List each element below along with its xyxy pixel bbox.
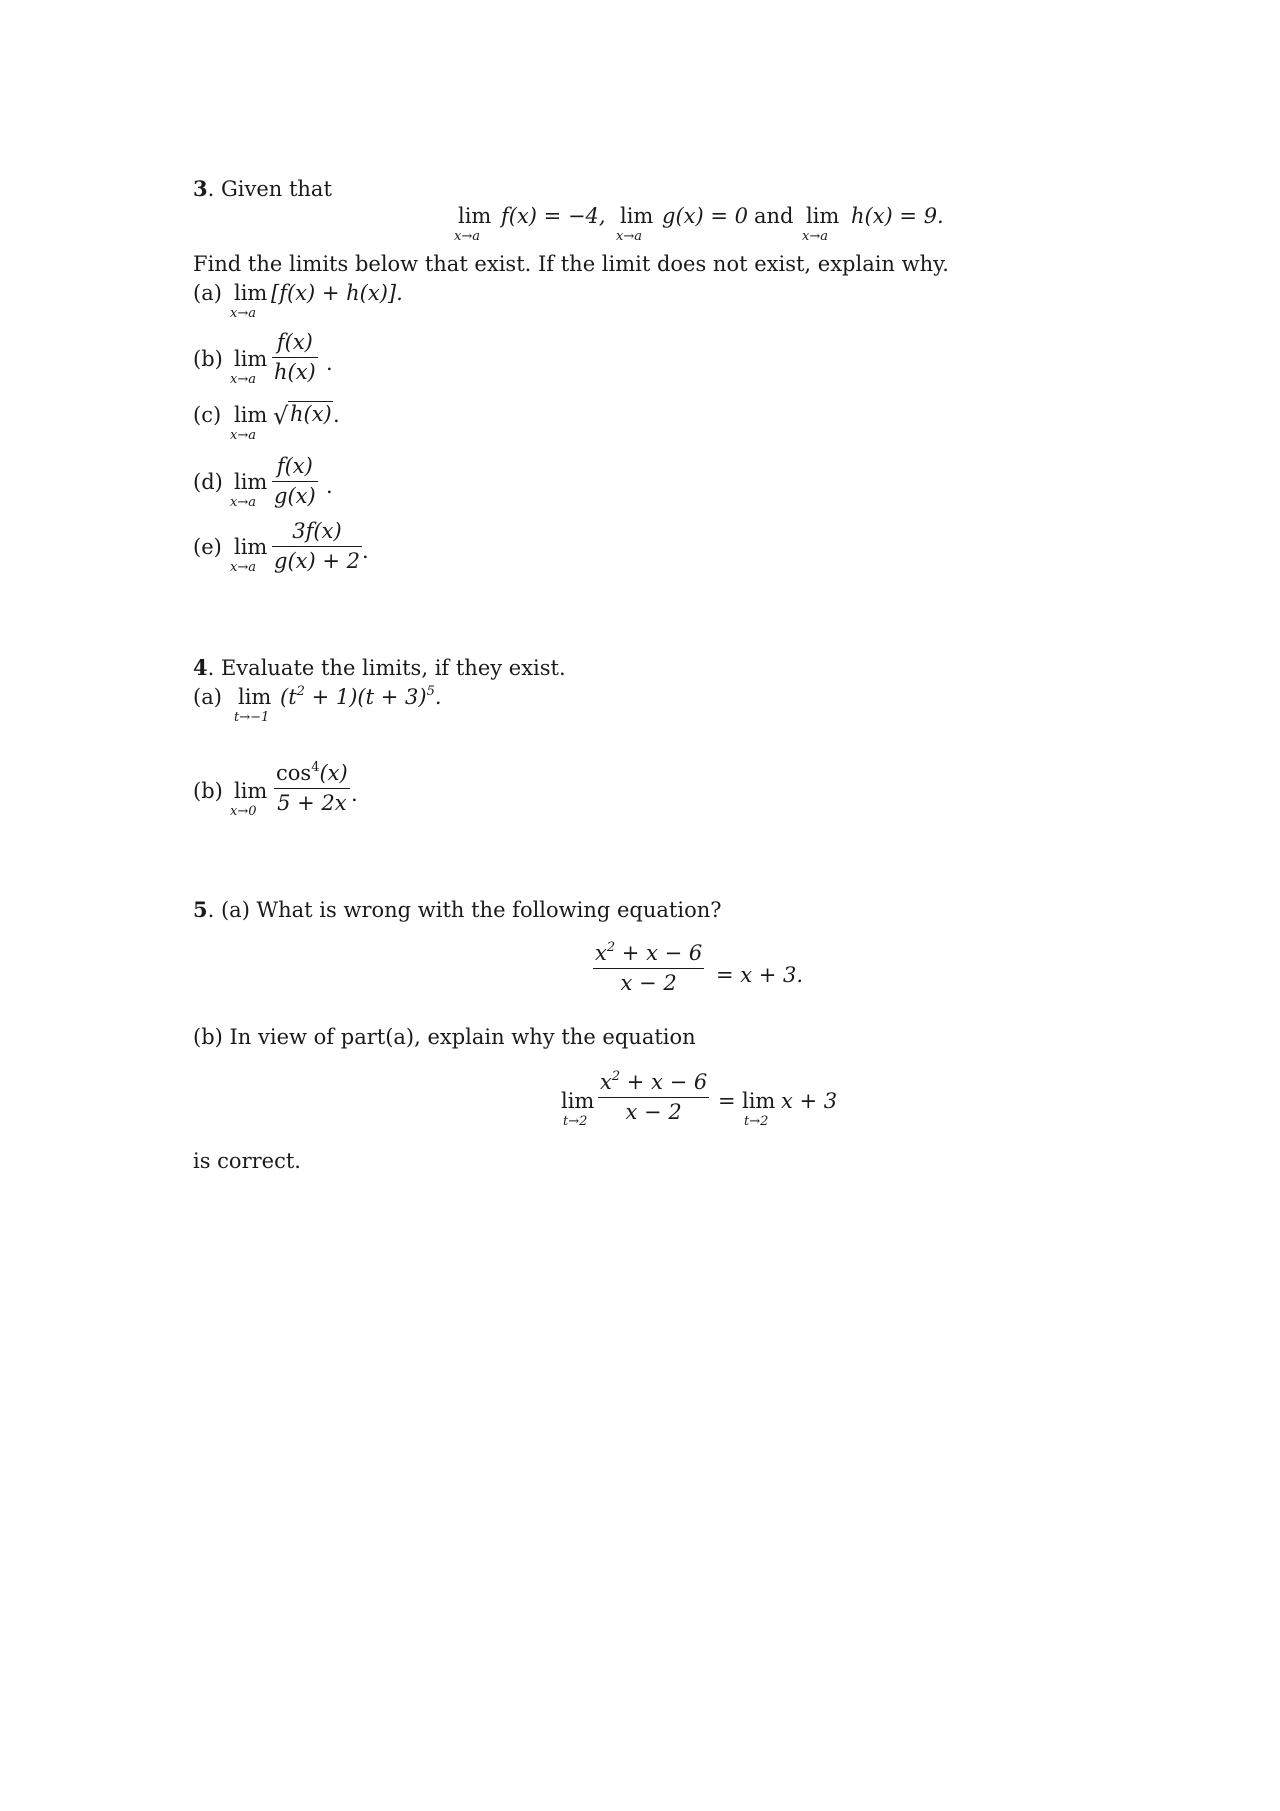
given-h-expr: h(x) = 9. [851,204,944,228]
q3c-lim: lim x→a [230,403,268,443]
given-g-expr: g(x) = 0 [662,204,748,228]
q3-instruction: Find the limits below that exist. If the limit does not exist, explain why. [193,252,949,276]
q3b-lim: lim x→a [230,347,268,387]
q3d-lim: lim x→a [230,470,268,510]
q3d-tail: . [326,474,333,498]
given-lim-g: lim x→a [616,204,654,244]
given-and: and [754,204,794,228]
q5-part-b: (b) In view of part(a), explain why the equation [193,1025,696,1049]
q4a-expr: $(t^2 + 1)(t + 3)^5$. [280,684,442,709]
given-f-expr: f(x) = −4, [501,204,606,228]
q3b-label: (b) [193,347,223,371]
q5-number: 5 [193,897,208,922]
q3e-lim: lim x→a [230,535,268,575]
q3e-tail: . [362,539,369,563]
q5-eq1-fraction: $x^2 + x - 6$ x − 2 [595,940,703,995]
q4b-label: (b) [193,779,223,803]
q3d-label: (d) [193,470,223,494]
q5-eq2-lim-right: lim t→2 [742,1089,776,1129]
q3c-radicand: h(x) [290,402,332,426]
q5-eq2-rhs: x + 3 [781,1089,838,1113]
q5-eq2-lim-left: lim t→2 [561,1089,595,1129]
q3-intro: . Given that [207,177,332,201]
q4-number: 4 [193,655,208,680]
given-lim-h: lim x→a [802,204,840,244]
q3c-tail: . [333,403,340,427]
q3e-label: (e) [193,535,222,559]
q4a-label: (a) [193,685,222,709]
q3-number: 3 [193,176,208,201]
q5-heading [193,899,722,921]
q5-eq2-fraction: $x^2 + x - 6$ x − 2 [600,1069,708,1124]
sqrt-sign-icon: √ [273,402,289,430]
q4b-lim: lim x→0 [230,779,268,819]
q3a-expr: [f(x) + h(x)]. [271,281,403,305]
q3c-label: (c) [193,403,222,427]
q4-heading [193,657,566,679]
q3b-fraction: f(x) h(x) [274,330,316,384]
q5-eq1-rhs: = x + 3. [716,963,804,987]
q3e-fraction: 3f(x) g(x) + 2 [274,519,360,573]
q3d-fraction: f(x) g(x) [274,454,316,508]
q5-eq2-equals: = [718,1089,736,1113]
given-lim-f: lim x→a [454,204,492,244]
q4-intro: . Evaluate the limits, if they exist. [207,656,566,680]
q3b-tail: . [326,351,333,375]
q3-heading [193,178,332,200]
q4a-lim: lim t→−1 [234,685,272,725]
q3a-lim: lim x→a [230,281,268,321]
q3a-label: (a) [193,281,222,305]
q4b-tail: . [351,782,358,806]
q5-closing: is correct. [193,1149,301,1173]
q5-intro: . (a) What is wrong with the following equation? [207,898,722,922]
q4b-fraction: $\cos^4(x)$ 5 + 2x [276,760,348,815]
